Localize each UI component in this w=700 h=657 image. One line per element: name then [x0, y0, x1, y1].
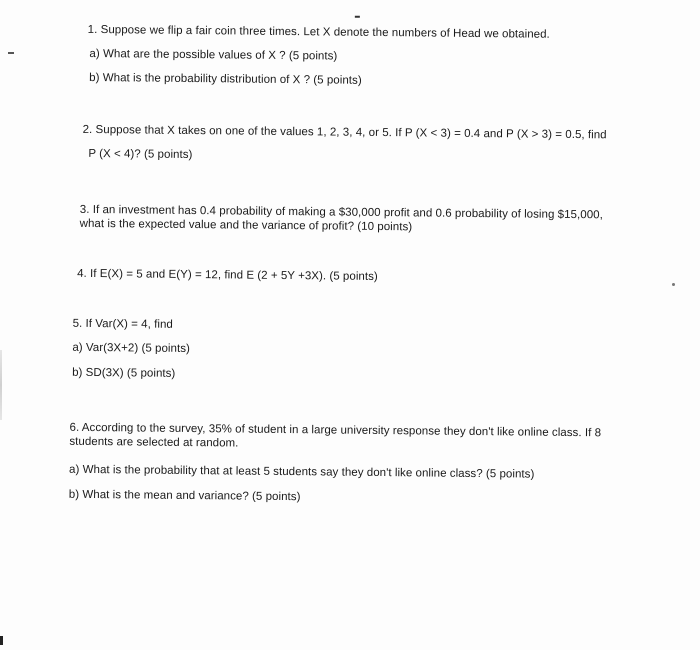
question-3-text: 3. If an investment has 0.4 probability of making a $30,000 profit and 0.6 probability of losing $15,000, — [79, 203, 603, 222]
question-1a-text: a) What are the possible values of X ? (5 points) — [89, 47, 338, 63]
edge-mark — [0, 636, 3, 645]
question-6-text: 6. According to the survey, 35% of student in a large university response they don't like online class. If 8 — [69, 421, 602, 440]
question-1b-text: b) What is the probability distribution of X ? (5 points) — [89, 71, 362, 87]
question-5b-text: b) SD(3X) (5 points) — [72, 366, 176, 380]
ink-dot-mark — [672, 283, 675, 286]
question-3-text-cont: what is the expected value and the variance of profit? (10 points) — [79, 217, 413, 234]
question-6a-text: a) What is the probability that at least 5 students say they don't like online class? (5 points) — [69, 463, 535, 481]
question-5-text: 5. If Var(X) = 4, find — [72, 317, 173, 331]
question-4-text: 4. If E(X) = 5 and E(Y) = 12, find E (2 + 5Y +3X). (5 points) — [77, 267, 378, 283]
margin-shadow — [0, 350, 2, 420]
question-1-text: 1. Suppose we flip a fair coin three times. Let X denote the numbers of Head we obtained. — [87, 23, 550, 41]
question-6-text-cont: students are selected at random. — [69, 435, 239, 450]
question-5a-text: a) Var(3X+2) (5 points) — [72, 341, 191, 356]
question-2-text: 2. Suppose that X takes on one of the values 1, 2, 3, 4, or 5. If P (X < 3) = 0.4 and P (X > 3) = 0.5, find — [82, 123, 607, 142]
question-2-text-cont: P (X < 4)? (5 points) — [88, 147, 193, 162]
overline-mark — [355, 16, 360, 18]
question-6b-text: b) What is the mean and variance? (5 points) — [68, 488, 301, 504]
margin-dash-mark — [8, 52, 14, 54]
